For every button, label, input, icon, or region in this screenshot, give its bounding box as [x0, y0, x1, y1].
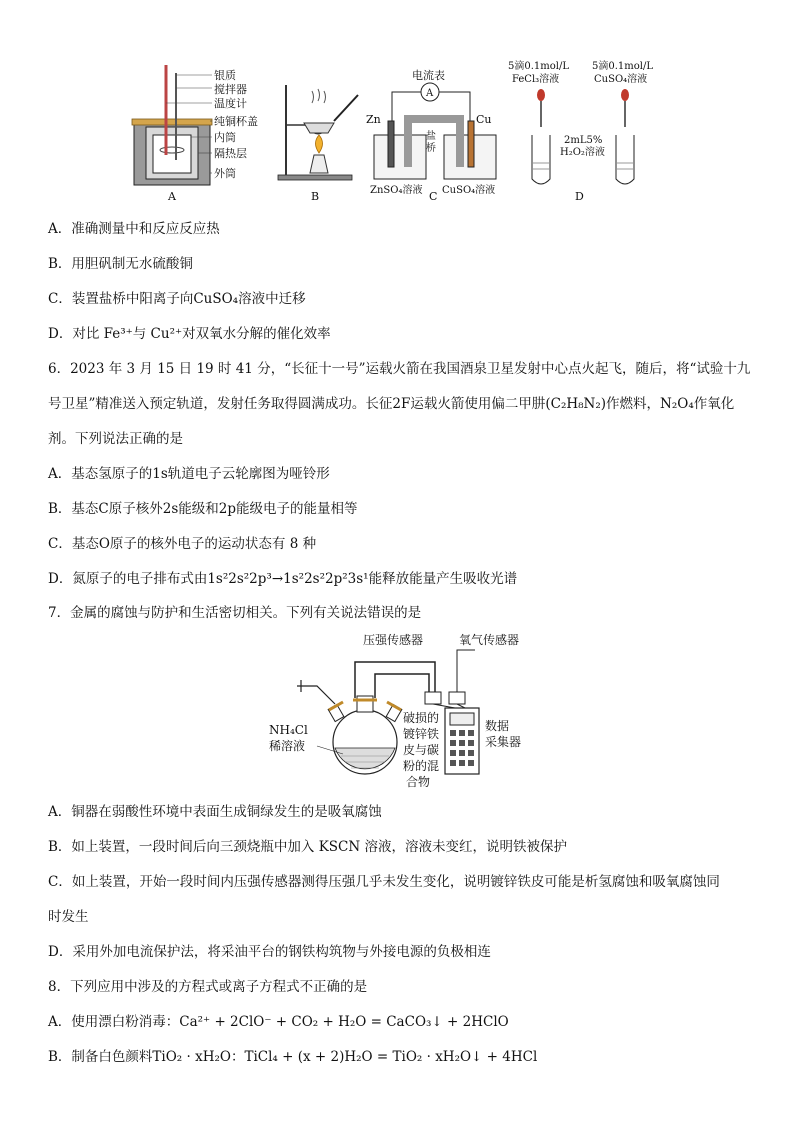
q7-option-c-cont: 时发生	[48, 909, 89, 925]
label-thermometer: 温度计	[214, 97, 247, 110]
dilute-solution-label: 稀溶液	[269, 739, 306, 753]
label-silver: 银质	[214, 69, 236, 82]
tube-label-2: H₂O₂溶液	[560, 147, 605, 158]
mixture-label-1: 破损的	[403, 711, 440, 725]
caption-b: B	[311, 190, 320, 203]
right-reagent-2: CuSO₄溶液	[594, 74, 648, 85]
electrode-cu: Cu	[476, 113, 492, 126]
q7-option-b: B．如上装置，一段时间后向三颈烧瓶中加入 KSCN 溶液，溶液未变红，说明铁被保护	[48, 839, 567, 855]
mixture-label-3: 皮与碳	[403, 743, 440, 757]
left-solution: ZnSO₄溶液	[370, 185, 423, 196]
corrosion-apparatus-figure	[265, 630, 555, 790]
caption-a: A	[168, 190, 176, 203]
q6-option-a: A．基态氢原子的1s轨道电子云轮廓图为哑铃形	[48, 466, 330, 482]
label-outer-cup: 外筒	[214, 167, 236, 180]
tube-label-1: 2mL5%	[564, 135, 603, 146]
electrode-zn: Zn	[366, 113, 381, 126]
figure-c-galvanic-cell	[366, 68, 496, 203]
q6-stem-line1: 6．2023 年 3 月 15 日 19 时 41 分，“长征十一号”运载火箭在我国酒泉卫星发射中心点火起飞，随后，将“试验十九	[48, 361, 751, 377]
q6-option-b: B．基态C原子核外2s能级和2p能级电子的能量相等	[48, 501, 358, 517]
label-inner-cup: 内筒	[214, 131, 236, 144]
figure-a-calorimeter	[132, 65, 258, 203]
figure-b-heating	[278, 85, 358, 203]
q7-option-d: D．采用外加电流保护法，将采油平台的钢铁构筑物与外接电源的负极相连	[48, 944, 491, 960]
q6-stem-line3: 剂。下列说法正确的是	[48, 431, 183, 447]
q7-option-a: A．铜器在弱酸性环境中表面生成铜绿发生的是吸氧腐蚀	[48, 804, 382, 820]
right-reagent-1: 5滴0.1mol/L	[592, 61, 653, 72]
q5-option-b: B．用胆矾制无水硫酸铜	[48, 256, 193, 272]
oxygen-sensor-label: 氧气传感器	[459, 633, 520, 647]
meter-symbol: A	[426, 88, 434, 99]
bridge-label-2: 桥	[426, 143, 436, 154]
mixture-label-2: 镀锌铁	[403, 727, 440, 741]
left-reagent-2: FeCl₃溶液	[512, 74, 560, 85]
q6-stem-line2: 号卫星”精准送入预定轨道，发射任务取得圆满成功。长征2F运载火箭使用偏二甲肼(C₂H₈N₂)作燃料，N₂O₄作氧化	[48, 396, 735, 412]
q5-option-d: D．对比 Fe³⁺与 Cu²⁺对双氧水分解的催化效率	[48, 326, 331, 342]
label-stirrer: 搅拌器	[214, 83, 247, 96]
pressure-sensor-label: 压强传感器	[363, 633, 424, 647]
right-solution: CuSO₄溶液	[442, 185, 496, 196]
q8-stem: 8．下列应用中涉及的方程式或离子方程式不正确的是	[48, 979, 368, 995]
bridge-label-1: 盐	[426, 131, 436, 142]
q5-option-a: A．准确测量中和反应反应热	[48, 221, 220, 237]
mixture-label-5: 合物	[406, 775, 431, 789]
collector-label-1: 数据	[485, 719, 510, 733]
q8-option-a: A．使用漂白粉消毒：Ca²⁺ + 2ClO⁻ + CO₂ + H₂O = CaCO₃↓ + 2HClO	[48, 1014, 509, 1030]
label-insulation: 隔热层	[214, 147, 247, 160]
collector-label-2: 采集器	[485, 735, 522, 749]
q8-option-b: B．制备白色颜料TiO₂ · xH₂O：TiCl₄ + (x + 2)H₂O = TiO₂ · xH₂O↓ + 4HCl	[48, 1049, 538, 1065]
meter-title: 电流表	[412, 69, 445, 82]
caption-d: D	[575, 190, 584, 203]
q6-option-d: D．氮原子的电子排布式由1s²2s²2p³→1s²2s²2p²3s¹能释放能量产生吸收光谱	[48, 571, 518, 587]
figure-d-catalysis	[508, 59, 653, 203]
caption-c: C	[429, 190, 438, 203]
mixture-label-4: 粉的混	[403, 759, 440, 773]
q5-option-c: C．装置盐桥中阳离子向CuSO₄溶液中迁移	[48, 291, 306, 307]
apparatus-figure-row	[120, 55, 680, 205]
q7-stem: 7．金属的腐蚀与防护和生活密切相关。下列有关说法错误的是	[48, 605, 422, 621]
nh4cl-label: NH₄Cl	[269, 723, 308, 737]
q7-option-c: C．如上装置，开始一段时间内压强传感器测得压强几乎未发生变化，说明镀锌铁皮可能是析氢腐蚀和吸氧腐蚀同	[48, 874, 720, 890]
q6-option-c: C．基态O原子的核外电子的运动状态有 8 种	[48, 536, 317, 552]
left-reagent-1: 5滴0.1mol/L	[508, 61, 569, 72]
label-copper-lid: 纯铜杯盖	[214, 115, 258, 128]
